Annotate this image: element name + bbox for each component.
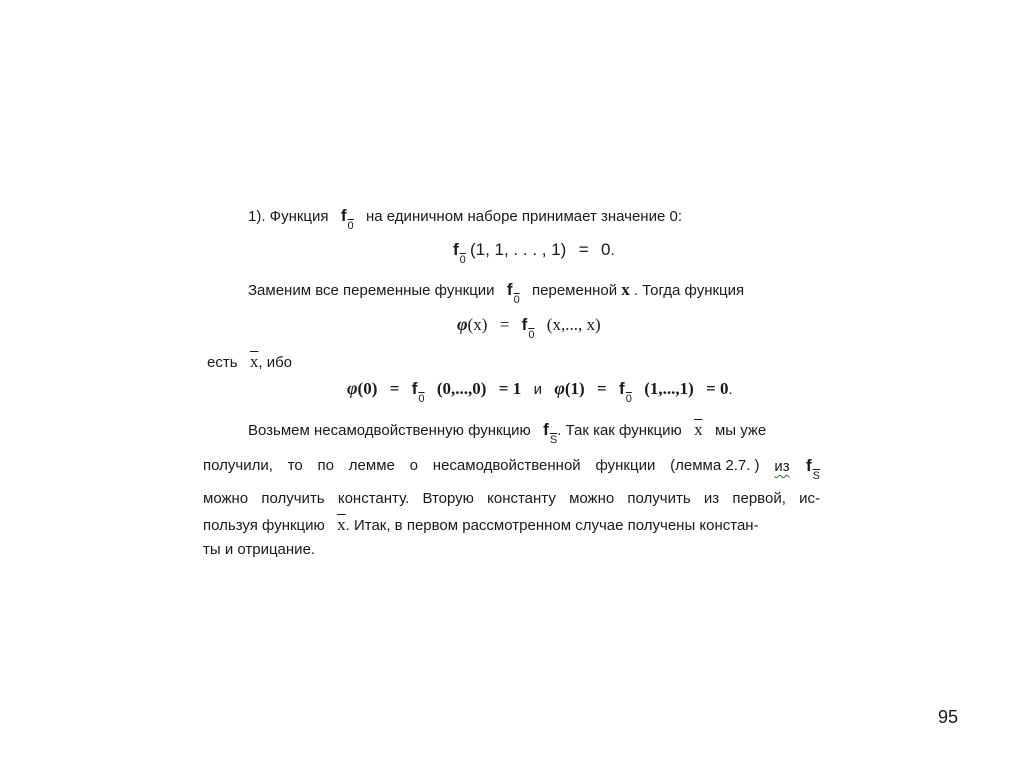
line-2	[248, 280, 745, 306]
f-subscript: 0	[418, 393, 425, 405]
f-subscript: 0	[459, 254, 466, 266]
f-subscript: $\overline{S}$	[549, 434, 558, 446]
para-l2-word: получили,	[203, 457, 273, 474]
phi-symbol: φ	[457, 314, 468, 334]
eq-2-equals: =	[499, 315, 510, 334]
f-letter: f	[543, 420, 549, 439]
f-letter: f	[805, 456, 812, 475]
para-l3-word: получить	[627, 490, 691, 507]
para-l3-word: можно	[569, 490, 615, 507]
para-l2-word: то	[287, 457, 303, 474]
function-f-zero	[506, 280, 520, 306]
function-f-zero	[453, 240, 466, 266]
equation-3	[347, 378, 733, 405]
paragraph-line-3	[203, 489, 820, 509]
para-l1-suffix: мы уже	[714, 422, 767, 439]
para-l1-mid: . Так как функцию	[557, 422, 682, 439]
para-l2-word: (лемма 2.7. )	[670, 457, 760, 474]
eq-1-args: (1, 1, . . . , 1)	[469, 240, 567, 259]
paragraph-line-1	[248, 420, 767, 446]
line-3-suffix: , ибо	[258, 354, 293, 371]
function-f-zero	[521, 315, 535, 341]
equation-1	[453, 240, 615, 266]
negation-x: $\overline{x}$	[337, 515, 346, 534]
eq-3-equals-1: =	[389, 379, 400, 398]
f-subscript: 0	[513, 294, 520, 306]
eq-3-equals-2: =	[597, 379, 607, 398]
eq-3-value-1: = 1	[498, 379, 522, 398]
line-2-middle: переменной	[532, 282, 618, 299]
para-l3-word: Вторую	[422, 490, 474, 507]
para-l3-word: константу.	[337, 490, 410, 507]
eq-3-value-2: = 0	[706, 379, 729, 398]
eq-2-args: (x,..., x)	[546, 315, 601, 334]
function-f-zero	[411, 379, 425, 405]
line-1-prefix: 1). Функция	[248, 208, 329, 225]
line-3-prefix: есть	[207, 354, 238, 371]
page-number: 95	[938, 707, 959, 727]
para-l1-prefix: Возьмем несамодвойственную функцию	[248, 422, 531, 439]
eq-2-left: (x)	[467, 315, 488, 334]
para-l4-suffix: . Итак, в первом рассмотренном случае получены констан-	[345, 517, 759, 534]
para-l3-word: из	[703, 490, 720, 507]
f-letter: f	[521, 315, 528, 334]
negation-x: $\overline{x}$	[249, 352, 259, 371]
para-l2-word: о	[409, 457, 418, 474]
para-l5: ты и отрицание.	[203, 541, 316, 558]
phi-symbol: φ	[347, 378, 358, 398]
eq-3-end: .	[728, 381, 733, 398]
f-subscript: 0	[625, 393, 632, 405]
f-subscript: 0	[528, 329, 535, 341]
eq-3-left-1: (0)	[357, 379, 378, 398]
equation-2	[457, 314, 601, 341]
para-l2-iz: из	[774, 458, 790, 475]
line-1	[248, 206, 682, 232]
para-l3-word: первой,	[732, 490, 786, 507]
para-l3-word: ис-	[799, 490, 820, 507]
para-l2-word: по	[317, 457, 334, 474]
f-letter: f	[506, 280, 513, 299]
paragraph-line-5	[203, 540, 315, 560]
function-f-s	[805, 456, 820, 482]
eq-3-and: и	[533, 381, 542, 398]
eq-1-value: 0	[600, 240, 611, 259]
para-l3-word: можно	[203, 490, 249, 507]
negation-x: $\overline{x}$	[694, 420, 703, 439]
f-letter: f	[411, 379, 418, 398]
para-l4-prefix: пользуя функцию	[203, 517, 325, 534]
function-f-zero	[340, 206, 354, 232]
line-2-prefix: Заменим все переменные функции	[248, 282, 495, 299]
function-f-zero	[619, 379, 632, 405]
eq-3-args-2: (1,...,1)	[644, 379, 694, 398]
eq-3-left-2: (1)	[564, 379, 585, 398]
f-letter: f	[453, 240, 459, 259]
phi-symbol: φ	[554, 378, 565, 398]
line-1-suffix: на единичном наборе принимает значение 0:	[366, 208, 682, 225]
paragraph-line-4	[203, 515, 759, 536]
para-l2-word: лемме	[348, 457, 395, 474]
function-f-s	[543, 420, 558, 446]
f-letter: f	[340, 206, 347, 225]
eq-1-equals: =	[578, 240, 589, 259]
line-3	[207, 352, 292, 373]
para-l2-word: несамодвойственной	[432, 457, 581, 474]
variable-x: x	[621, 280, 630, 299]
para-l3-word: константу	[487, 490, 556, 507]
paragraph-line-2	[203, 456, 820, 482]
eq-1-end: .	[610, 242, 615, 259]
f-subscript: 0	[347, 220, 354, 232]
para-l2-word: функции	[595, 457, 656, 474]
line-2-suffix: . Тогда функция	[633, 282, 745, 299]
para-l3-word: получить	[261, 490, 325, 507]
f-letter: f	[619, 379, 625, 398]
f-subscript: $\overline{S}$	[812, 470, 820, 482]
eq-3-args-1: (0,...,0)	[436, 379, 487, 398]
